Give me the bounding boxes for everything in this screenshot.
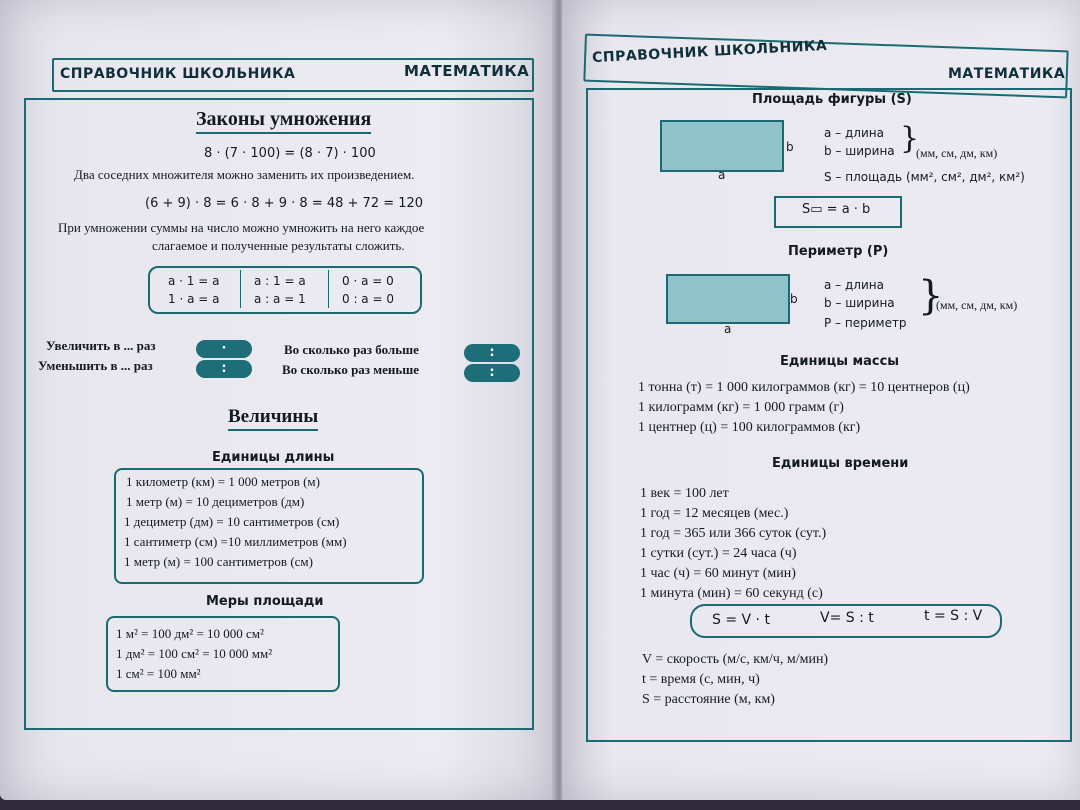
times-more-pill: : [464, 344, 520, 362]
area-label: S – площадь (мм², см², дм², км²) [824, 170, 1025, 184]
perimeter-units: (мм, см, дм, км) [936, 298, 1018, 312]
time-item: 1 минута (мин) = 60 секунд (с) [640, 586, 823, 601]
rules-divider-1 [240, 270, 241, 308]
area-rectangle [660, 120, 784, 172]
area-label: b – ширина [824, 144, 895, 158]
length-item: 1 метр (м) = 10 дециметров (дм) [126, 494, 305, 509]
time-item: 1 год = 365 или 366 суток (сут.) [640, 526, 827, 541]
perimeter-label: a – длина [824, 278, 884, 292]
mass-item: 1 тонна (т) = 1 000 килограммов (кг) = 10 центнеров (ц) [638, 380, 970, 395]
right-header-series: СПРАВОЧНИК ШКОЛЬНИКА [591, 37, 828, 67]
area-brace: } [900, 121, 920, 156]
mass-item: 1 килограмм (кг) = 1 000 грамм (г) [638, 400, 844, 415]
length-item: 1 метр (м) = 100 сантиметров (см) [124, 554, 313, 569]
motion-def: S = расстояние (м, км) [642, 692, 775, 707]
area-measure-item: 1 дм² = 100 см² = 10 000 мм² [116, 646, 273, 661]
assoc-formula: 8 · (7 · 100) = (8 · 7) · 100 [204, 146, 376, 161]
time-item: 1 год = 12 месяцев (мес.) [640, 506, 789, 521]
right-header-subject: МАТЕМАТИКА [948, 66, 1066, 82]
motion-formula: V= S : t [820, 610, 874, 626]
left-header-subject: МАТЕМАТИКА [404, 62, 530, 80]
times-more-label: Во сколько раз больше [284, 342, 419, 357]
area-units: (мм, см, дм, км) [916, 146, 998, 160]
rule-cell: 1 · a = a [168, 292, 220, 306]
distrib-rule-2: слагаемое и полученные результаты сложить. [152, 238, 405, 253]
rule-cell: 0 · a = 0 [342, 274, 394, 288]
assoc-rule: Два соседних множителя можно заменить их произведением. [74, 167, 415, 182]
rule-cell: a : 1 = a [254, 274, 306, 288]
laws-title: Законы умножения [196, 108, 371, 134]
rule-cell: a : a = 1 [254, 292, 306, 306]
time-item: 1 век = 100 лет [640, 486, 729, 501]
time-item: 1 сутки (сут.) = 24 часа (ч) [640, 546, 797, 561]
distrib-rule-1: При умножении суммы на число можно умножить на него каждое [58, 220, 425, 235]
rule-cell: a · 1 = a [168, 274, 220, 288]
area-formula: S▭ = a · b [802, 202, 871, 217]
rule-cell: 0 : a = 0 [342, 292, 394, 306]
perimeter-side-a: a [724, 322, 732, 336]
motion-def: V = скорость (м/с, км/ч, м/мин) [642, 652, 829, 667]
decrease-label: Уменьшить в ... раз [38, 358, 153, 373]
length-title: Единицы длины [212, 450, 335, 465]
left-header-series: СПРАВОЧНИК ШКОЛЬНИКА [60, 66, 296, 82]
motion-formula: S = V · t [712, 612, 770, 628]
length-item: 1 дециметр (дм) = 10 сантиметров (см) [124, 514, 340, 529]
motion-def: t = время (с, мин, ч) [642, 672, 760, 687]
area-measure-item: 1 см² = 100 мм² [116, 666, 201, 681]
perimeter-brace: } [918, 273, 944, 319]
perimeter-title: Периметр (P) [788, 244, 889, 259]
perimeter-label: b – ширина [824, 296, 895, 310]
area-side-a: a [718, 168, 726, 182]
distrib-formula: (6 + 9) · 8 = 6 · 8 + 9 · 8 = 48 + 72 = 120 [145, 196, 424, 211]
mass-title: Единицы массы [780, 354, 900, 369]
area-measures-title: Меры площади [206, 594, 324, 609]
area-label: a – длина [824, 126, 884, 140]
perimeter-rectangle [666, 274, 790, 324]
increase-label: Увеличить в ... раз [46, 338, 156, 353]
time-item: 1 час (ч) = 60 минут (мин) [640, 566, 796, 581]
motion-formula: t = S : V [924, 608, 983, 624]
decrease-op-pill: : [196, 360, 252, 378]
increase-op-pill: · [196, 340, 252, 358]
right-page [562, 0, 1080, 800]
area-figure-title: Площадь фигуры (S) [752, 92, 912, 107]
length-item: 1 сантиметр (см) =10 миллиметров (мм) [124, 534, 347, 549]
area-measure-item: 1 м² = 100 дм² = 10 000 см² [116, 626, 264, 641]
rules-divider-2 [328, 270, 329, 308]
times-less-pill: : [464, 364, 520, 382]
time-title: Единицы времени [772, 456, 909, 471]
length-item: 1 километр (км) = 1 000 метров (м) [126, 474, 320, 489]
times-less-label: Во сколько раз меньше [282, 362, 420, 377]
mass-item: 1 центнер (ц) = 100 килограммов (кг) [638, 420, 861, 435]
perimeter-side-b: b [790, 292, 798, 306]
area-side-b: b [786, 140, 794, 154]
quantities-title: Величины [228, 406, 318, 431]
perimeter-label: P – периметр [824, 316, 907, 330]
